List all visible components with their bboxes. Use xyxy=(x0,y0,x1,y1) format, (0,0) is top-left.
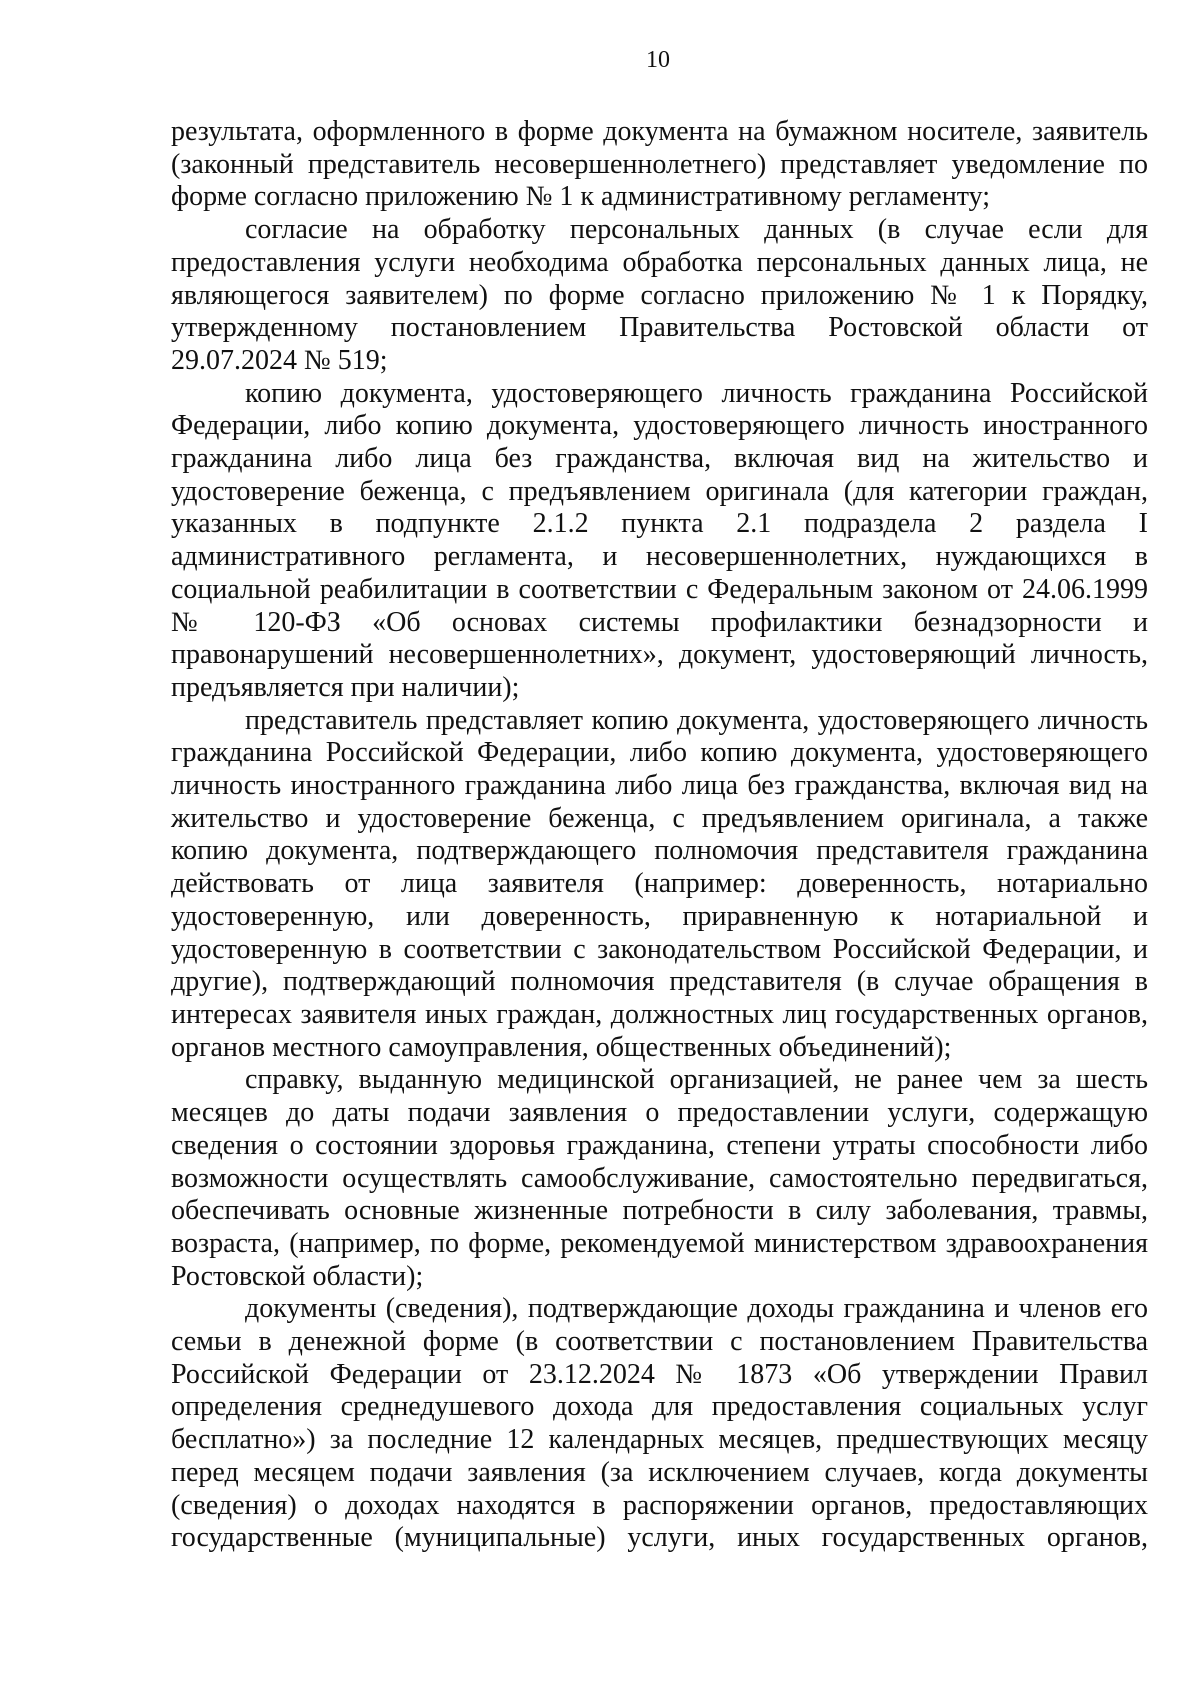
paragraph-income-documents: документы (сведения), подтверждающие доходы гражданина и членов его семьи в денежной форме (в соответствии с постановлением Правительства Российской Федерации от 23.12.2024 № 1873 «Об утверждении Правил определения среднедушевого дохода для предоставления социальных услуг бесплатно») за последние 12 календарных месяцев, предшествующих месяцу перед месяцем подачи заявления (за исключением случаев, когда документы (сведения) о доходах находятся в распоряжении органов, предоставляющих государственные (муниципальные) услуги, иных государственных органов, xyxy=(171,1293,1148,1554)
document-body xyxy=(171,116,1148,1555)
page-number: 10 xyxy=(646,47,670,73)
paragraph-representative-documents: представитель представляет копию документа, удостоверяющего личность гражданина Российской Федерации, либо копию документа, удостоверяющего личность иностранного гражданина либо лица без гражданства, включая вид на жительство и удостоверение беженца, с предъявлением оригинала, а также копию документа, подтверждающего полномочия представителя гражданина действовать от лица заявителя (например: доверенность, нотариально удостоверенную, или доверенность, приравненную к нотариальной и удостоверенную в соответствии с законодательством Российской Федерации, и другие), подтверждающий полномочия представителя (в случае обращения в интересах заявителя иных граждан, должностных лиц государственных органов, органов местного самоуправления, общественных объединений); xyxy=(171,704,1148,1063)
paragraph-identity-document-copy: копию документа, удостоверяющего личность гражданина Российской Федерации, либо копию документа, удостоверяющего личность иностранного гражданина либо лица без гражданства, включая вид на жительство и удостоверение беженца, с предъявлением оригинала (для категории граждан, указанных в подпункте 2.1.2 пункта 2.1 подраздела 2 раздела I административного регламента, и несовершеннолетних, нуждающихся в социальной реабилитации в соответствии с Федеральным законом от 24.06.1999 № 120-ФЗ «Об основах системы профилактики безнадзорности и правонарушений несовершеннолетних», документ, удостоверяющий личность, предъявляется при наличии); xyxy=(171,377,1148,703)
paragraph-personal-data-consent: согласие на обработку персональных данных (в случае если для предоставления услуги необходима обработка персональных данных лица, не являющегося заявителем) по форме согласно приложению № 1 к Порядку, утвержденному постановлением Правительства Ростовской области от 29.07.2024 № 519; xyxy=(171,214,1148,376)
paragraph-medical-certificate: справку, выданную медицинской организацией, не ранее чем за шесть месяцев до даты подачи заявления о предоставлении услуги, содержащую сведения о состоянии здоровья гражданина, степени утраты способности либо возможности осуществлять самообслуживание, самостоятельно передвигаться, обеспечивать основные жизненные потребности в силу заболевания, травмы, возраста, (например, по форме, рекомендуемой министерством здравоохранения Ростовской области); xyxy=(171,1064,1148,1292)
paragraph-continuation-notification: результата, оформленного в форме документа на бумажном носителе, заявитель (законный представитель несовершеннолетнего) представляет уведомление по форме согласно приложению № 1 к административному регламенту; xyxy=(171,116,1148,213)
